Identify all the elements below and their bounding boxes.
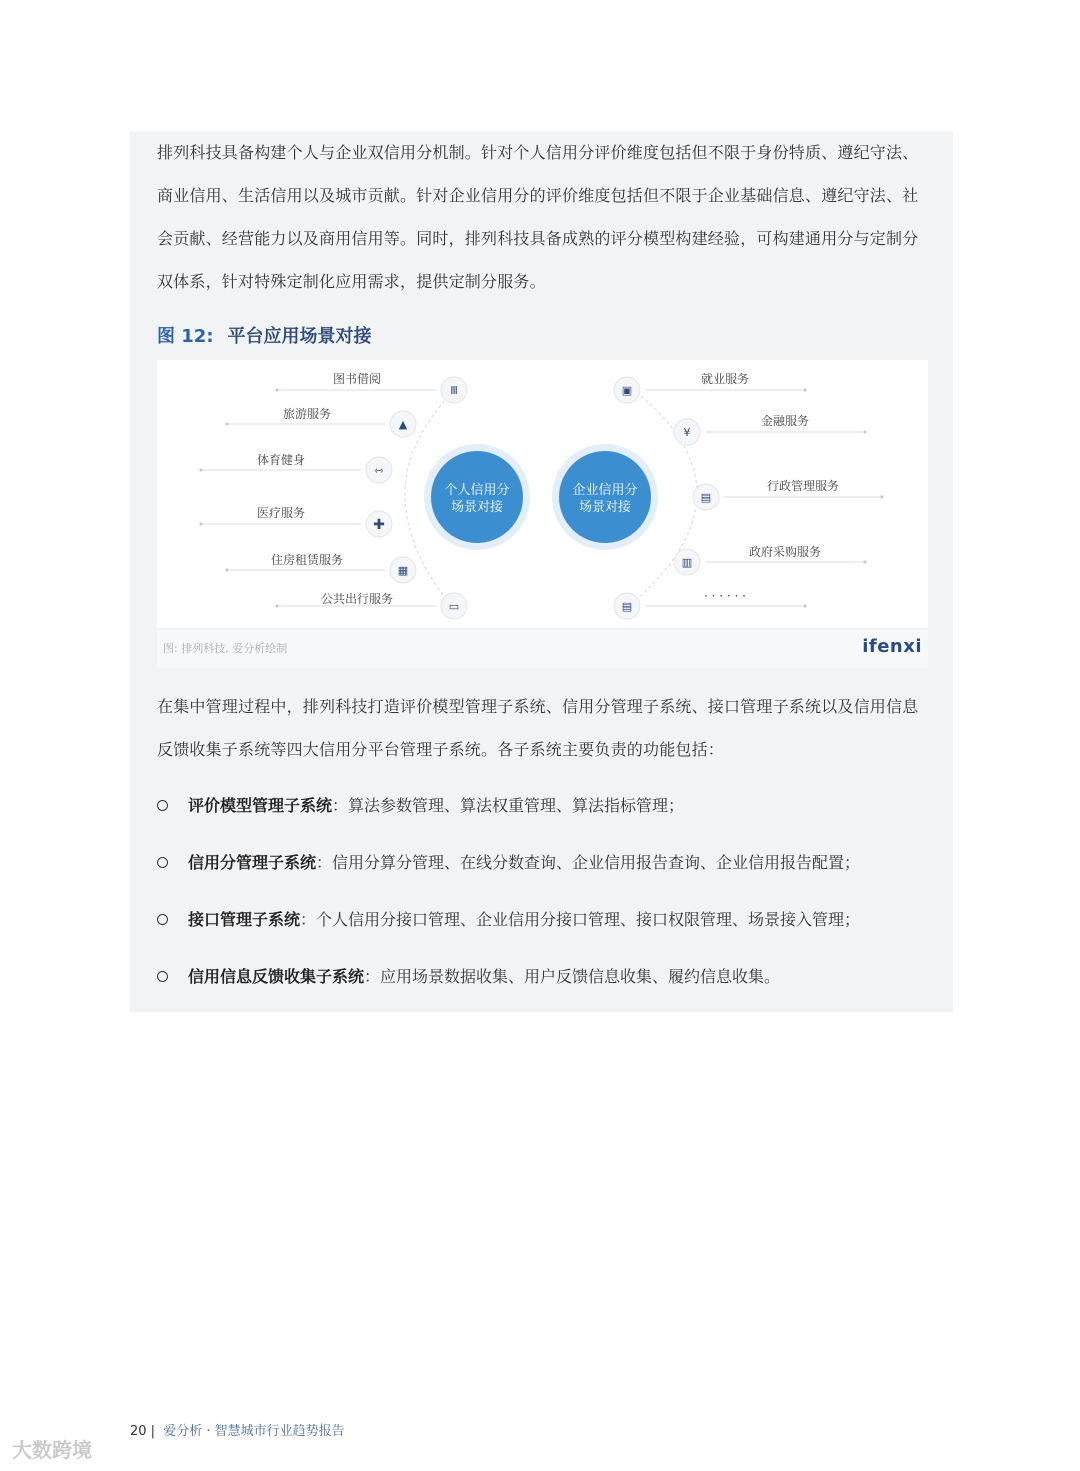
watermark: 大数跨境 <box>12 1438 92 1462</box>
right-item-label: 行政管理服务 <box>766 479 840 493</box>
left-item-fitness <box>200 452 393 483</box>
left-item-label: 公共出行服务 <box>320 592 394 606</box>
bullet-icon <box>157 857 168 868</box>
page-number: 20 | <box>130 1424 156 1439</box>
left-item-label: 图书借阅 <box>332 372 382 386</box>
right-item-procurement <box>674 544 867 575</box>
figure-source: 图: 排列科技, 爱分析绘制 <box>163 642 288 655</box>
report-title: 爱分析 · 智慧城市行业趋势报告 <box>163 1424 345 1439</box>
left-item-library <box>276 371 468 403</box>
left-item-label: 体育健身 <box>256 453 306 467</box>
bullet-label: 信用分管理子系统 <box>188 853 317 872</box>
figure-title <box>157 322 372 352</box>
bullet-item <box>157 962 932 992</box>
left-item-label: 住房租赁服务 <box>270 553 344 567</box>
dumbbell-icon: ⇿ <box>374 464 384 477</box>
document-icon: ▤ <box>621 600 633 613</box>
page-footer <box>130 1420 345 1439</box>
scene-diagram <box>157 360 928 628</box>
intro-line: 排列科技具备构建个人与企业双信用分机制。针对个人信用分评价维度包括但不限于身份特质、遵纪守法、 <box>157 143 919 162</box>
intro-line: 商业信用、生活信用以及城市贡献。针对企业信用分的评价维度包括但不限于企业基础信息、遵纪守法、社 <box>157 186 919 205</box>
right-item-more <box>614 589 807 619</box>
right-hub-line2: 场景对接 <box>578 500 632 515</box>
left-hub-line2: 场景对接 <box>450 500 504 515</box>
bullet-text: ：信用分算分管理、在线分数查询、企业信用报告查询、企业信用报告配置； <box>316 853 861 872</box>
left-item-housing <box>226 552 417 583</box>
bullet-icon <box>157 800 168 811</box>
briefcase-icon: ▣ <box>621 384 633 397</box>
mid-line: 反馈收集子系统等四大信用分平台管理子系统。各子系统主要负责的功能包括： <box>157 740 725 759</box>
left-hub-line1: 个人信用分 <box>444 483 510 498</box>
bullet-text: ：应用场景数据收集、用户反馈信息收集、履约信息收集。 <box>364 967 781 986</box>
coin-icon: ¥ <box>683 426 691 439</box>
right-item-label: 政府采购服务 <box>748 545 822 559</box>
bullet-label: 评价模型管理子系统 <box>188 796 333 815</box>
bullet-icon <box>157 914 168 925</box>
intro-line: 双体系，针对特殊定制化应用需求，提供定制分服务。 <box>157 272 546 291</box>
admin-icon: ▤ <box>700 491 712 504</box>
bullet-label: 信用信息反馈收集子系统 <box>188 967 365 986</box>
figure-number: 图 12: <box>157 326 214 347</box>
figure-footer <box>157 630 928 668</box>
ifenxi-logo: ifenxi <box>862 636 922 657</box>
clipboard-icon: ▥ <box>681 556 693 569</box>
intro-line: 会贡献、经营能力以及商用信用等。同时，排列科技具备成熟的评分模型构建经验，可构建通用分与定制分 <box>157 229 919 248</box>
right-item-admin <box>693 478 884 510</box>
bullet-item <box>157 791 932 821</box>
right-item-label: 就业服务 <box>700 372 750 386</box>
travel-icon: ▲ <box>398 418 408 431</box>
bus-icon: ▭ <box>448 600 460 613</box>
bullet-item <box>157 905 932 935</box>
right-item-label: 金融服务 <box>760 414 810 428</box>
bullet-text: ：算法参数管理、算法权重管理、算法指标管理； <box>332 796 685 815</box>
mid-line: 在集中管理过程中，排列科技打造评价模型管理子系统、信用分管理子系统、接口管理子系统以及信用信息 <box>157 697 919 716</box>
left-item-label: 旅游服务 <box>282 407 332 421</box>
left-item-label: 医疗服务 <box>256 506 306 520</box>
bullet-icon <box>157 971 168 982</box>
bullet-item <box>157 848 932 878</box>
left-item-transit <box>276 591 468 619</box>
bullet-text: ：个人信用分接口管理、企业信用分接口管理、接口权限管理、场景接入管理； <box>300 910 861 929</box>
bullet-label: 接口管理子系统 <box>188 910 301 929</box>
right-hub-line1: 企业信用分 <box>572 483 638 498</box>
right-item-label: · · · · · · <box>704 589 746 603</box>
intro-paragraph <box>157 131 932 303</box>
house-icon: ▦ <box>397 564 409 577</box>
right-item-finance <box>674 413 867 445</box>
figure-diagram <box>157 360 928 628</box>
figure-title-text: 平台应用场景对接 <box>227 326 372 347</box>
left-item-travel <box>226 407 417 437</box>
mid-paragraph <box>157 685 932 771</box>
books-icon: Ⅲ <box>450 384 458 397</box>
medical-cross-icon: ✚ <box>373 517 385 533</box>
left-item-medical <box>200 506 393 537</box>
